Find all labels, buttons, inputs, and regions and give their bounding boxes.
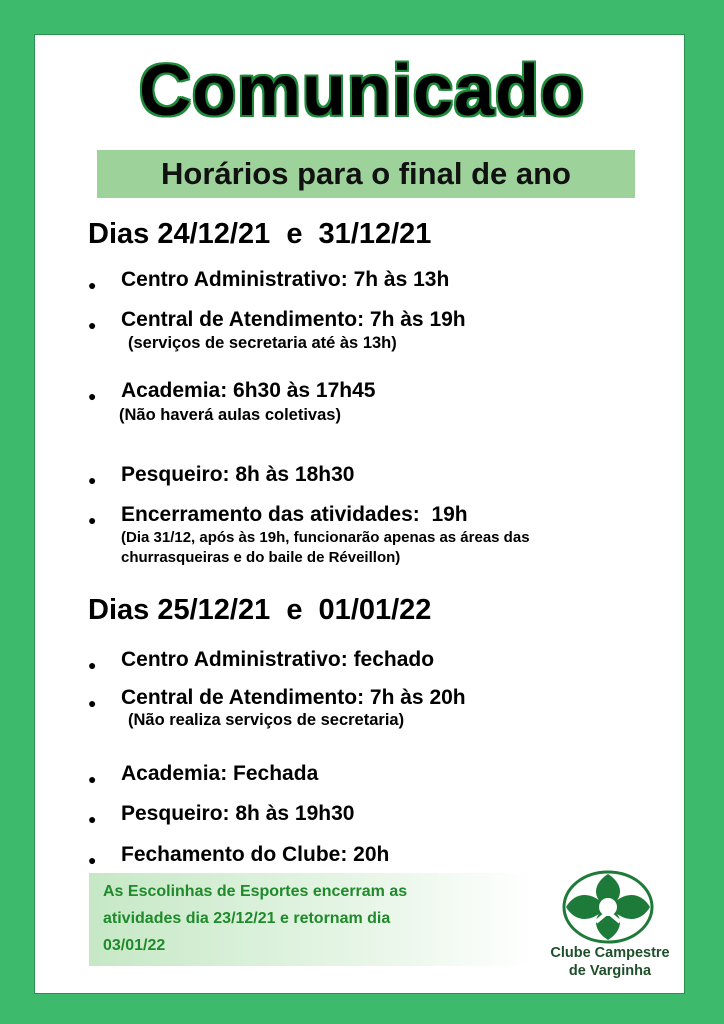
bullet-icon: ● <box>88 695 97 711</box>
item-note: (Dia 31/12, após às 19h, funcionarão apenas as áreas das <box>121 529 530 546</box>
list-item: Pesqueiro: 8h às 18h30 <box>121 463 355 486</box>
item-note: (serviços de secretaria até às 13h) <box>128 334 397 352</box>
list-item: Pesqueiro: 8h às 19h30 <box>121 802 355 825</box>
list-item: Encerramento das atividades: 19h <box>121 503 468 526</box>
item-note: churrasqueiras e do baile de Réveillon) <box>121 549 401 566</box>
list-item: Centro Administrativo: 7h às 13h <box>121 268 450 291</box>
bullet-icon: ● <box>88 657 97 673</box>
item-note: (Não realiza serviços de secretaria) <box>128 711 405 729</box>
bullet-icon: ● <box>88 512 97 528</box>
item-note: (Não haverá aulas coletivas) <box>119 406 341 424</box>
bullet-icon: ● <box>88 472 97 488</box>
list-item: Academia: Fechada <box>121 762 319 785</box>
bullet-icon: ● <box>88 277 97 293</box>
escolinhas-line: As Escolinhas de Esportes encerram as <box>103 883 408 900</box>
list-item: Centro Administrativo: fechado <box>121 648 435 671</box>
club-name-line: Clube Campestre <box>550 945 670 961</box>
bullet-icon: ● <box>88 811 97 827</box>
club-name <box>530 944 690 980</box>
club-emblem-icon <box>562 870 654 944</box>
subtitle: Horários para o final de ano <box>161 156 571 191</box>
section-heading-2: Dias 25/12/21 e 01/01/22 <box>88 594 432 626</box>
list-item: Fechamento do Clube: 20h <box>121 843 390 866</box>
list-item: Central de Atendimento: 7h às 19h <box>121 308 466 331</box>
list-item: Central de Atendimento: 7h às 20h <box>121 686 466 709</box>
page-title: Comunicado <box>138 51 585 131</box>
bullet-icon: ● <box>88 771 97 787</box>
club-name-line: de Varginha <box>568 963 652 979</box>
escolinhas-line: 03/01/22 <box>103 937 166 954</box>
bullet-icon: ● <box>88 317 97 333</box>
escolinhas-notice <box>103 878 523 959</box>
list-item: Academia: 6h30 às 17h45 <box>121 379 376 402</box>
escolinhas-line: atividades dia 23/12/21 e retornam dia <box>103 910 391 927</box>
bullet-icon: ● <box>88 852 97 868</box>
bullet-icon: ● <box>88 388 97 404</box>
section-heading-1: Dias 24/12/21 e 31/12/21 <box>88 218 432 250</box>
